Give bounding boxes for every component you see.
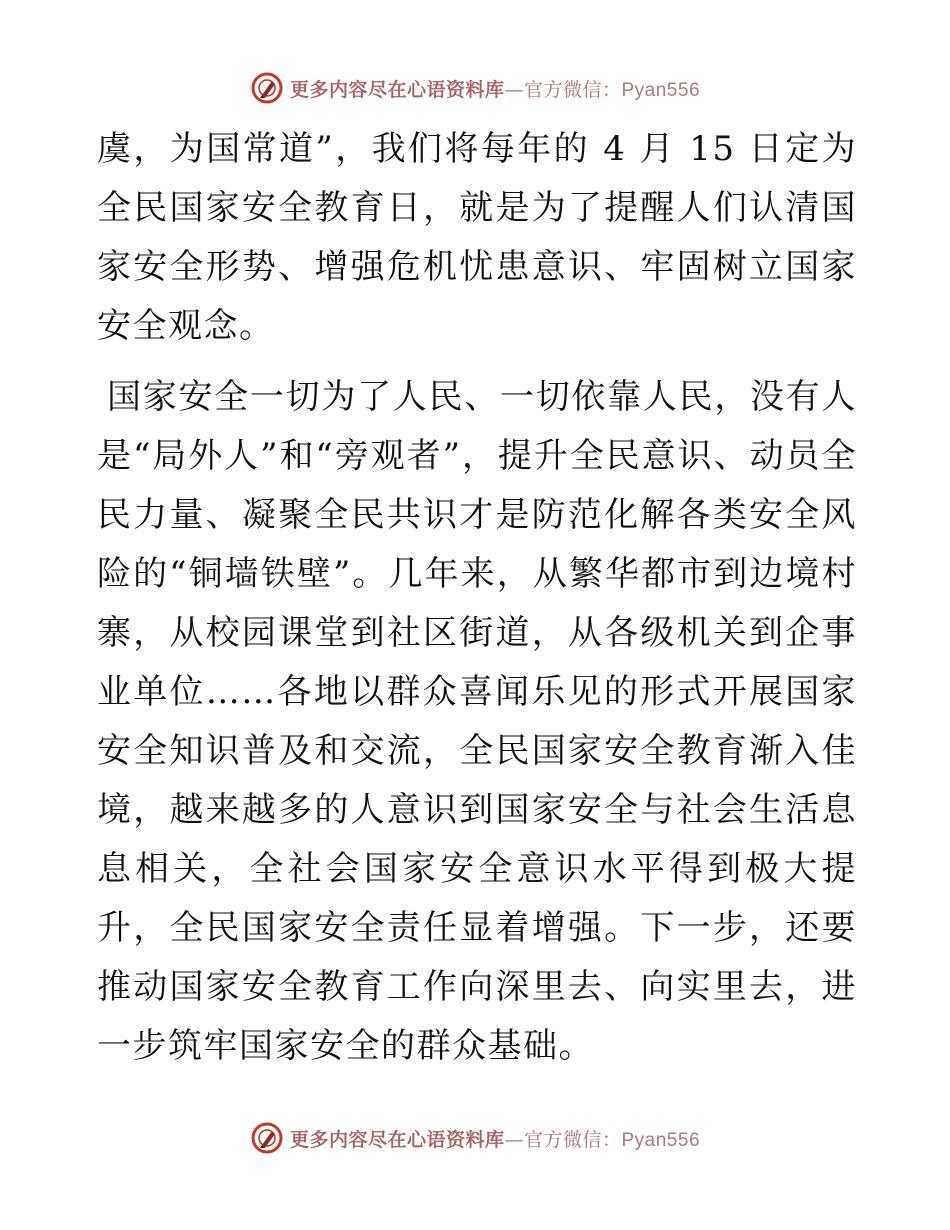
header-banner-text bbox=[290, 75, 700, 102]
footer-wechat-label: 官方微信： bbox=[523, 1128, 622, 1151]
pen-nib-logo-icon bbox=[250, 1121, 284, 1155]
footer-wechat-id: Pyan556 bbox=[621, 1129, 701, 1151]
footer-separator: — bbox=[504, 1128, 524, 1151]
footer-banner-text bbox=[290, 1125, 700, 1152]
header-separator: — bbox=[504, 78, 524, 101]
header-wechat-id: Pyan556 bbox=[621, 79, 701, 101]
paragraph-2: 国家安全一切为了人民、一切依靠人民，没有人是“局外人”和“旁观者”，提升全民意识、动员全民力量、凝聚全民共识才是防范化解各类安全风险的“铜墙铁壁”。几年来，从繁华都市到边境村寨，从校园课堂到社区街道，从各级机关到企事业单位……各地以群众喜闻乐见的形式开展国家安全知识普及和交流，全民国家安全教育渐入佳境，越来越多的人意识到国家安全与社会生活息息相关，全社会国家安全意识水平得到极大提升，全民国家安全责任显着增强。下一步，还要推动国家安全教育工作向深里去、向实里去，进一步筑牢国家安全的群众基础。 bbox=[97, 377, 857, 1066]
header-wechat-label: 官方微信： bbox=[523, 78, 622, 101]
header-brand: 更多内容尽在心语资料库 bbox=[289, 78, 505, 101]
header-banner bbox=[0, 68, 950, 108]
footer-brand: 更多内容尽在心语资料库 bbox=[289, 1128, 505, 1151]
paragraph-1: 虞，为国常道”，我们将每年的 4 月 15 日定为全民国家安全教育日，就是为了提醒人们认清国家安全形势、增强危机忧患意识、牢固树立国家安全观念。 bbox=[97, 129, 857, 346]
footer-banner bbox=[0, 1118, 950, 1158]
pen-nib-logo-icon bbox=[250, 71, 284, 105]
document-body bbox=[97, 120, 857, 1076]
